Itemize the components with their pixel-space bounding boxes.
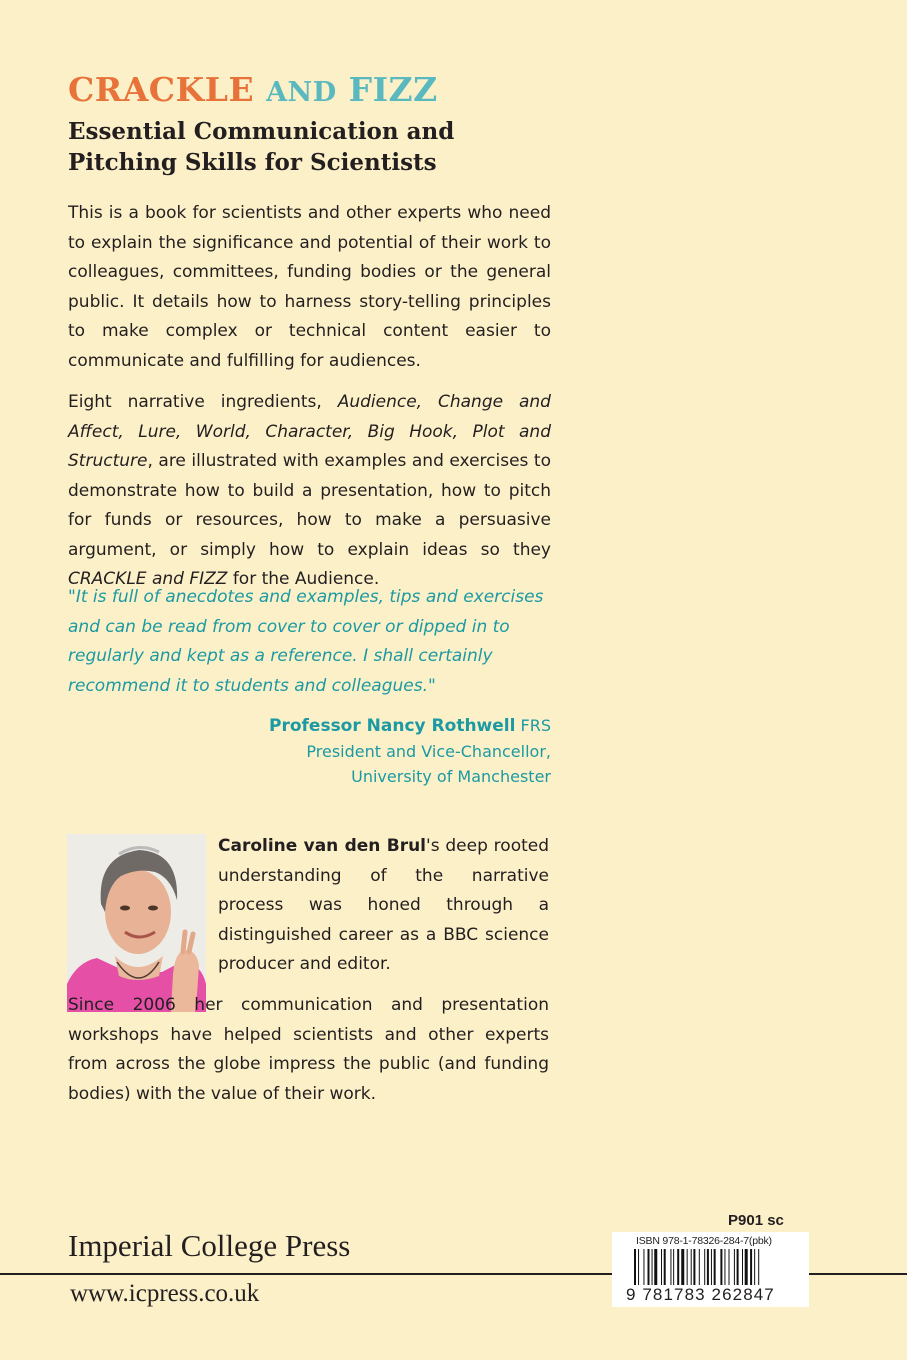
barcode-bar <box>687 1249 688 1285</box>
book-subtitle <box>68 116 628 178</box>
barcode-bar <box>758 1249 759 1285</box>
endorsement-attribution <box>269 713 551 789</box>
barcode-bar <box>699 1249 700 1285</box>
barcode-bar <box>643 1249 644 1285</box>
author-name: Caroline van den Brul <box>218 836 427 856</box>
barcode-bars <box>634 1249 794 1287</box>
barcode-bar <box>745 1249 748 1285</box>
author-bio-paragraph-1 <box>218 832 549 980</box>
barcode-bar <box>681 1249 684 1285</box>
barcode-bar <box>634 1249 636 1285</box>
barcode-digits: 9 781783 262847 <box>626 1285 775 1304</box>
barcode-bar <box>704 1249 705 1285</box>
author-photo <box>67 834 206 1012</box>
publisher-name: Imperial College Press <box>68 1228 351 1263</box>
barcode-bar <box>652 1249 653 1285</box>
isbn-barcode <box>612 1232 809 1307</box>
subtitle-line-1: Essential Communication and <box>68 118 455 145</box>
barcode-bar <box>691 1249 692 1285</box>
barcode-bar <box>734 1249 735 1285</box>
barcode-bar <box>673 1249 674 1285</box>
barcode-bar <box>720 1249 722 1285</box>
title-word-crackle: CRACKLE <box>68 70 255 109</box>
description-paragraph-2 <box>68 388 551 595</box>
endorser-honour: FRS <box>515 716 551 735</box>
barcode-bar <box>754 1249 755 1285</box>
para2-middle: , are illustrated with examples and exercises to demonstrate how to build a presentation, how to pitch for funds or resources, how to make a persuasive argument, or simply how to explain ideas so they <box>68 451 551 560</box>
book-title <box>68 70 438 109</box>
barcode-bar <box>670 1249 671 1285</box>
endorser-role: President and Vice-Chancellor, <box>306 742 551 761</box>
barcode-bar <box>654 1249 657 1285</box>
title-word-and: AND <box>266 77 337 108</box>
author-bio-paragraph-2: Since 2006 her communication and presentation workshops have helped scientists and other experts from across the globe impress the public (and funding bodies) with the value of their work. <box>68 995 549 1104</box>
barcode-bar <box>677 1249 679 1285</box>
barcode-bar <box>661 1249 662 1285</box>
book-name-inline: CRACKLE and FIZZ <box>68 569 228 589</box>
barcode-bar <box>638 1249 639 1285</box>
endorser-institution: University of Manchester <box>351 767 551 786</box>
barcode-bar <box>693 1249 695 1285</box>
barcode-bar <box>724 1249 725 1285</box>
barcode-bar <box>750 1249 752 1285</box>
subtitle-line-2: Pitching Skills for Scientists <box>68 149 437 176</box>
description-paragraph-1: This is a book for scientists and other experts who need to explain the significance and potential of their work to colleagues, committees, funding bodies or the general public. It details how to harness story-telling principles to make complex or technical content easier to communicate and fulfilling for audiences. <box>68 203 551 371</box>
barcode-bar <box>729 1249 730 1285</box>
author-bio-1-tail: 's deep rooted understanding of the narrative process was honed through a distinguished career as a BBC science producer and editor. <box>218 836 550 974</box>
barcode-bar <box>711 1249 712 1285</box>
publisher-website: www.icpress.co.uk <box>70 1280 260 1307</box>
barcode-bar <box>648 1249 650 1285</box>
para2-tail: for the Audience. <box>227 569 380 589</box>
barcode-bar <box>664 1249 666 1285</box>
title-word-fizz: FIZZ <box>348 70 438 109</box>
barcode-bar <box>714 1249 716 1285</box>
barcode-bar <box>737 1249 739 1285</box>
barcode-bar <box>707 1249 709 1285</box>
product-code: P901 sc <box>728 1212 784 1229</box>
endorsement-quote: "It is full of anecdotes and examples, tips and exercises and can be read from cover to cover or dipped in to regularly and kept as a reference. I shall certainly recommend it to students and colleagues." <box>68 587 544 696</box>
endorser-name: Professor Nancy Rothwell <box>269 716 516 736</box>
author-portrait-illustration <box>67 834 206 1012</box>
narrative-ingredients: Audience, Change and Affect, Lure, World, Character, Big Hook, Plot and Structure <box>68 392 551 471</box>
isbn-number: ISBN 978-1-78326-284-7(pbk) <box>636 1235 772 1247</box>
para2-lead: Eight narrative ingredients, <box>68 392 338 412</box>
barcode-bar <box>742 1249 743 1285</box>
